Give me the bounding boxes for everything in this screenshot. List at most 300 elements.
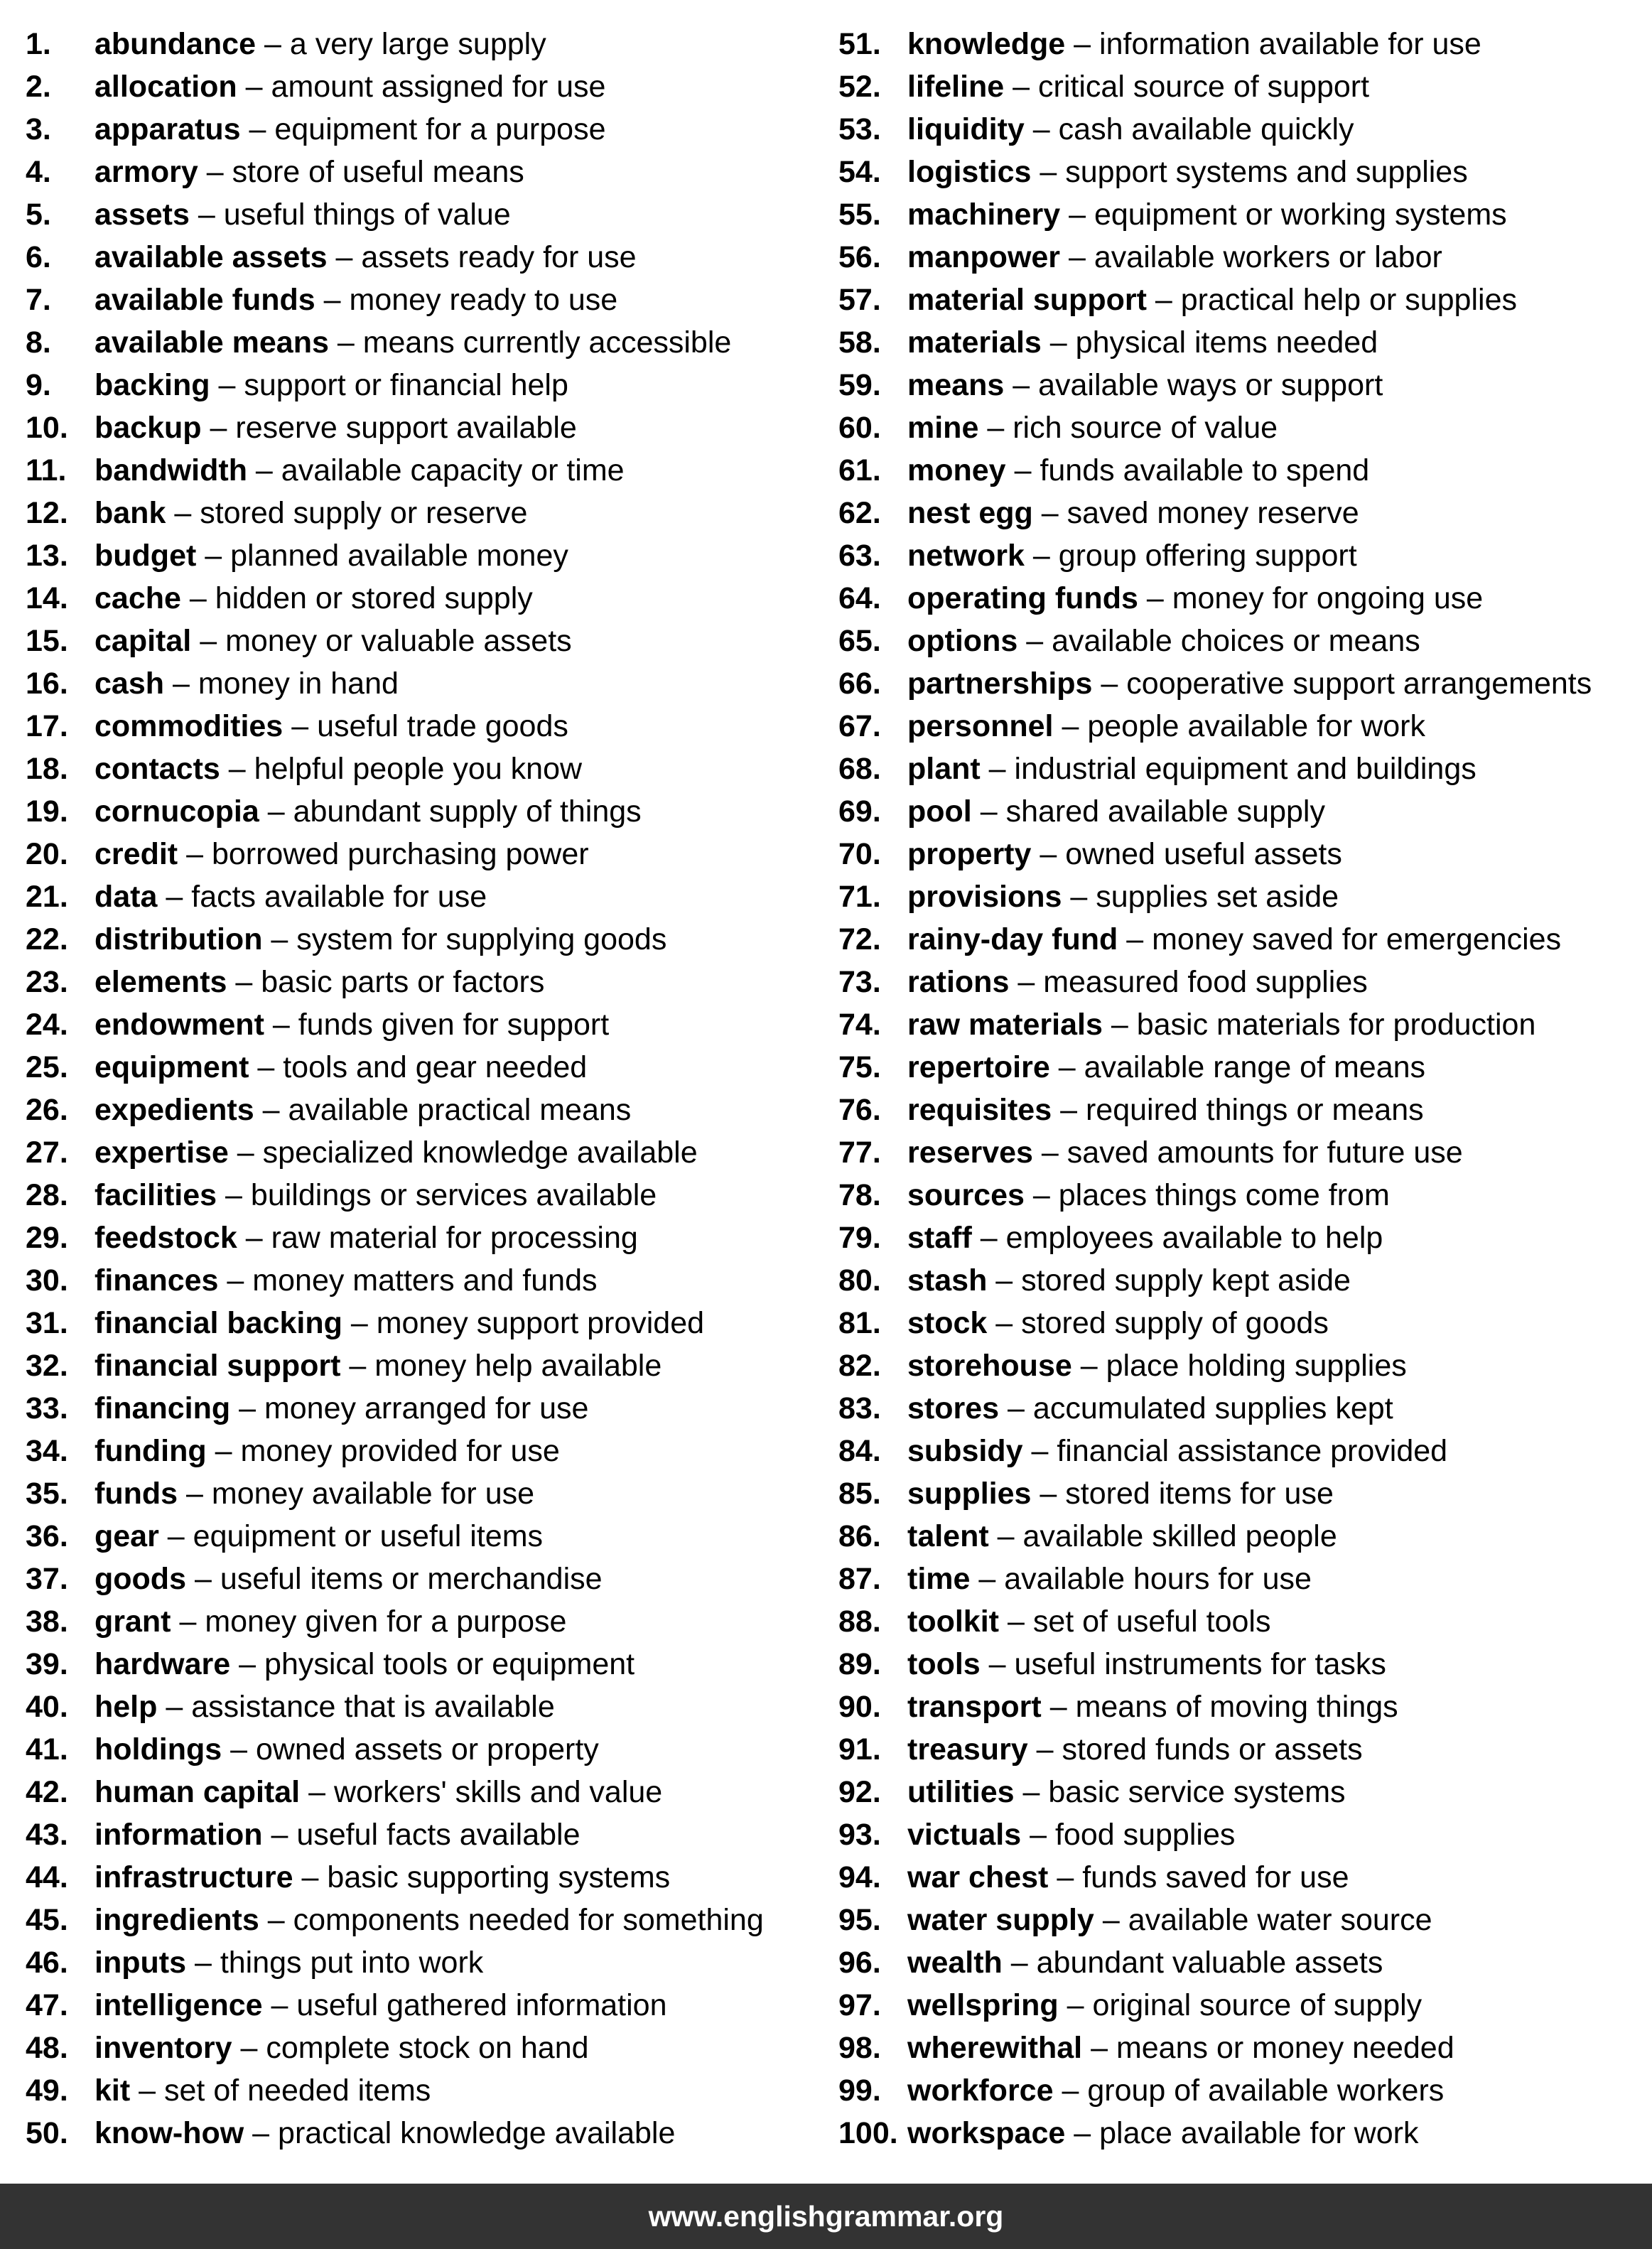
item-term: transport xyxy=(907,1690,1042,1724)
list-item xyxy=(26,1259,814,1302)
item-term: storehouse xyxy=(907,1349,1072,1383)
item-term: feedstock xyxy=(95,1221,237,1255)
item-definition: group offering support xyxy=(1058,539,1357,573)
item-number: 79. xyxy=(838,1221,881,1255)
list-item xyxy=(26,875,814,918)
list-item xyxy=(838,193,1648,236)
item-term: backing xyxy=(95,368,210,402)
item-term: stores xyxy=(907,1391,1000,1425)
item-separator: – xyxy=(1091,2031,1108,2065)
list-item xyxy=(26,1387,814,1430)
item-definition: measured food supplies xyxy=(1043,965,1368,999)
item-number: 57. xyxy=(838,283,881,317)
item-term: gear xyxy=(95,1519,159,1553)
list-item xyxy=(26,2112,814,2154)
list-item xyxy=(838,833,1648,875)
item-number: 59. xyxy=(838,368,881,402)
item-number: 86. xyxy=(838,1519,881,1553)
item-number: 54. xyxy=(838,155,881,189)
item-number: 25. xyxy=(26,1050,68,1084)
item-number: 64. xyxy=(838,581,881,615)
item-separator: – xyxy=(264,27,281,61)
list-item xyxy=(26,279,814,321)
item-separator: – xyxy=(1040,837,1057,871)
item-separator: – xyxy=(1041,496,1059,530)
item-separator: – xyxy=(186,1477,203,1511)
item-number: 98. xyxy=(838,2031,881,2065)
item-definition: set of needed items xyxy=(164,2073,431,2108)
list-item xyxy=(838,1174,1648,1217)
item-term: bank xyxy=(95,496,166,530)
item-number: 26. xyxy=(26,1093,68,1127)
list-item xyxy=(26,1302,814,1344)
item-number: 15. xyxy=(26,624,68,658)
item-separator: – xyxy=(1146,581,1164,615)
item-separator: – xyxy=(1040,155,1057,189)
item-definition: stored funds or assets xyxy=(1062,1732,1363,1767)
item-separator: – xyxy=(1026,624,1044,658)
item-definition: supplies set aside xyxy=(1096,880,1339,914)
item-term: rainy-day fund xyxy=(907,922,1118,956)
item-definition: cooperative support arrangements xyxy=(1126,667,1592,701)
item-number: 63. xyxy=(838,539,881,573)
list-item xyxy=(838,1600,1648,1643)
item-number: 61. xyxy=(838,453,881,487)
item-term: allocation xyxy=(95,70,237,104)
item-definition: assets ready for use xyxy=(361,240,637,274)
item-definition: money saved for emergencies xyxy=(1152,922,1562,956)
list-item xyxy=(26,1686,814,1728)
list-item xyxy=(26,1771,814,1813)
item-number: 28. xyxy=(26,1178,68,1212)
item-separator: – xyxy=(179,1604,197,1639)
item-definition: places things come from xyxy=(1058,1178,1390,1212)
item-number: 23. xyxy=(26,965,68,999)
item-term: contacts xyxy=(95,752,220,786)
item-term: means xyxy=(907,368,1005,402)
item-number: 13. xyxy=(26,539,68,573)
item-separator: – xyxy=(1040,1477,1057,1511)
item-term: available funds xyxy=(95,283,315,317)
list-item xyxy=(838,1856,1648,1899)
item-separator: – xyxy=(988,752,1006,786)
list-item xyxy=(26,534,814,577)
item-number: 60. xyxy=(838,411,881,445)
item-term: cash xyxy=(95,667,165,701)
item-separator: – xyxy=(271,1818,288,1852)
item-definition: helpful people you know xyxy=(254,752,583,786)
item-number: 51. xyxy=(838,27,881,61)
list-item xyxy=(26,790,814,833)
item-separator: – xyxy=(198,198,215,232)
item-separator: – xyxy=(291,709,309,743)
item-separator: – xyxy=(995,1306,1013,1340)
item-number: 96. xyxy=(838,1946,881,1980)
item-definition: basic supporting systems xyxy=(327,1860,671,1894)
item-definition: funds saved for use xyxy=(1082,1860,1349,1894)
list-item xyxy=(838,918,1648,961)
item-separator: – xyxy=(237,1136,254,1170)
list-item xyxy=(26,449,814,492)
item-term: reserves xyxy=(907,1136,1033,1170)
item-term: credit xyxy=(95,837,178,871)
list-item xyxy=(838,1344,1648,1387)
item-number: 71. xyxy=(838,880,881,914)
list-item xyxy=(838,875,1648,918)
item-number: 66. xyxy=(838,667,881,701)
item-term: supplies xyxy=(907,1477,1032,1511)
list-item xyxy=(26,620,814,662)
list-item xyxy=(26,1643,814,1686)
item-term: wellspring xyxy=(907,1988,1059,2022)
item-definition: useful instruments for tasks xyxy=(1014,1647,1386,1681)
list-item xyxy=(838,364,1648,406)
item-number: 49. xyxy=(26,2073,68,2108)
item-term: network xyxy=(907,539,1025,573)
word-list-column-left xyxy=(26,23,814,2154)
item-definition: money or valuable assets xyxy=(225,624,572,658)
list-item xyxy=(26,961,814,1003)
item-definition: rich source of value xyxy=(1013,411,1278,445)
item-term: budget xyxy=(95,539,197,573)
item-number: 40. xyxy=(26,1690,68,1724)
item-term: funding xyxy=(95,1434,207,1468)
item-definition: available workers or labor xyxy=(1094,240,1442,274)
item-number: 67. xyxy=(838,709,881,743)
item-number: 39. xyxy=(26,1647,68,1681)
item-term: data xyxy=(95,880,158,914)
item-number: 19. xyxy=(26,794,68,829)
item-separator: – xyxy=(1058,1050,1076,1084)
item-definition: required things or means xyxy=(1085,1093,1424,1127)
item-number: 78. xyxy=(838,1178,881,1212)
list-item xyxy=(838,2069,1648,2112)
list-item xyxy=(838,279,1648,321)
item-number: 34. xyxy=(26,1434,68,1468)
item-definition: basic materials for production xyxy=(1136,1008,1536,1042)
list-item xyxy=(26,151,814,193)
item-definition: complete stock on hand xyxy=(266,2031,589,2065)
item-definition: money available for use xyxy=(211,1477,535,1511)
item-definition: saved amounts for future use xyxy=(1067,1136,1463,1170)
item-separator: – xyxy=(335,240,353,274)
item-term: pool xyxy=(907,794,972,829)
item-definition: shared available supply xyxy=(1005,794,1325,829)
item-definition: a very large supply xyxy=(289,27,546,61)
list-item xyxy=(26,2027,814,2069)
item-definition: amount assigned for use xyxy=(271,70,606,104)
item-definition: group of available workers xyxy=(1087,2073,1445,2108)
item-definition: borrowed purchasing power xyxy=(211,837,589,871)
item-term: personnel xyxy=(907,709,1054,743)
item-separator: – xyxy=(267,794,285,829)
item-definition: facts available for use xyxy=(191,880,487,914)
item-definition: place available for work xyxy=(1099,2116,1419,2150)
item-definition: funds available to spend xyxy=(1040,453,1370,487)
item-number: 31. xyxy=(26,1306,68,1340)
item-definition: abundant supply of things xyxy=(293,794,642,829)
item-term: intelligence xyxy=(95,1988,263,2022)
list-item xyxy=(838,1387,1648,1430)
item-definition: money in hand xyxy=(198,667,399,701)
item-number: 97. xyxy=(838,1988,881,2022)
item-term: distribution xyxy=(95,922,263,956)
item-term: stock xyxy=(907,1306,988,1340)
item-definition: components needed for something xyxy=(293,1903,764,1937)
item-definition: money support provided xyxy=(376,1306,705,1340)
item-separator: – xyxy=(1074,27,1091,61)
item-term: financing xyxy=(95,1391,231,1425)
list-item xyxy=(838,1813,1648,1856)
item-definition: means currently accessible xyxy=(362,325,732,360)
list-item xyxy=(26,705,814,748)
item-definition: tools and gear needed xyxy=(283,1050,588,1084)
item-number: 47. xyxy=(26,1988,68,2022)
item-definition: means of moving things xyxy=(1075,1690,1398,1724)
item-number: 16. xyxy=(26,667,68,701)
item-number: 83. xyxy=(838,1391,881,1425)
list-item xyxy=(26,1430,814,1472)
item-definition: store of useful means xyxy=(232,155,524,189)
item-number: 10. xyxy=(26,411,68,445)
item-separator: – xyxy=(350,1306,368,1340)
list-item xyxy=(838,534,1648,577)
item-number: 4. xyxy=(26,155,51,189)
list-item xyxy=(838,492,1648,534)
item-definition: money ready to use xyxy=(349,283,618,317)
item-separator: – xyxy=(1126,922,1144,956)
item-number: 62. xyxy=(838,496,881,530)
list-item xyxy=(26,236,814,279)
item-definition: basic parts or factors xyxy=(261,965,545,999)
item-term: logistics xyxy=(907,155,1032,189)
list-item xyxy=(838,108,1648,151)
item-separator: – xyxy=(139,2073,156,2108)
item-number: 84. xyxy=(838,1434,881,1468)
item-definition: available ways or support xyxy=(1038,368,1383,402)
list-item xyxy=(26,1600,814,1643)
list-item xyxy=(838,1259,1648,1302)
item-separator: – xyxy=(271,1988,288,2022)
list-item xyxy=(838,23,1648,65)
list-item xyxy=(838,1089,1648,1131)
list-item xyxy=(838,662,1648,705)
item-term: cornucopia xyxy=(95,794,259,829)
item-separator: – xyxy=(1022,1775,1040,1809)
item-term: armory xyxy=(95,155,198,189)
list-item xyxy=(26,748,814,790)
item-number: 50. xyxy=(26,2116,68,2150)
item-separator: – xyxy=(1067,1988,1084,2022)
item-term: options xyxy=(907,624,1018,658)
item-term: partnerships xyxy=(907,667,1093,701)
item-separator: – xyxy=(239,1647,257,1681)
item-definition: hidden or stored supply xyxy=(215,581,533,615)
item-separator: – xyxy=(267,1903,285,1937)
item-term: workforce xyxy=(907,2073,1054,2108)
item-definition: assistance that is available xyxy=(191,1690,555,1724)
item-definition: money for ongoing use xyxy=(1172,581,1484,615)
item-term: repertoire xyxy=(907,1050,1050,1084)
item-definition: money given for a purpose xyxy=(205,1604,567,1639)
item-term: holdings xyxy=(95,1732,222,1767)
item-number: 18. xyxy=(26,752,68,786)
item-definition: available capacity or time xyxy=(281,453,625,487)
item-number: 91. xyxy=(838,1732,881,1767)
item-number: 56. xyxy=(838,240,881,274)
item-number: 41. xyxy=(26,1732,68,1767)
item-definition: set of useful tools xyxy=(1032,1604,1271,1639)
item-term: inventory xyxy=(95,2031,232,2065)
item-separator: – xyxy=(218,368,236,402)
item-definition: system for supplying goods xyxy=(296,922,667,956)
list-item xyxy=(838,1728,1648,1771)
item-separator: – xyxy=(215,1434,232,1468)
list-item xyxy=(838,1643,1648,1686)
item-term: requisites xyxy=(907,1093,1052,1127)
item-separator: – xyxy=(988,1647,1006,1681)
list-item xyxy=(26,1813,814,1856)
list-item xyxy=(838,577,1648,620)
item-definition: specialized knowledge available xyxy=(262,1136,698,1170)
item-number: 77. xyxy=(838,1136,881,1170)
item-term: backup xyxy=(95,411,202,445)
item-number: 35. xyxy=(26,1477,68,1511)
item-definition: support or financial help xyxy=(244,368,568,402)
item-term: victuals xyxy=(907,1818,1022,1852)
item-term: financial backing xyxy=(95,1306,342,1340)
item-definition: critical source of support xyxy=(1038,70,1370,104)
item-term: staff xyxy=(907,1221,972,1255)
list-item xyxy=(838,65,1648,108)
list-item xyxy=(26,1728,814,1771)
item-separator: – xyxy=(1069,198,1086,232)
item-separator: – xyxy=(205,539,222,573)
item-term: tools xyxy=(907,1647,981,1681)
item-number: 72. xyxy=(838,922,881,956)
item-separator: – xyxy=(1007,1604,1025,1639)
item-separator: – xyxy=(1008,1391,1025,1425)
list-item xyxy=(26,1941,814,1984)
item-term: available assets xyxy=(95,240,328,274)
item-separator: – xyxy=(245,1221,263,1255)
item-term: inputs xyxy=(95,1946,186,1980)
item-number: 68. xyxy=(838,752,881,786)
item-number: 32. xyxy=(26,1349,68,1383)
item-definition: useful trade goods xyxy=(317,709,568,743)
item-term: financial support xyxy=(95,1349,341,1383)
item-separator: – xyxy=(980,794,998,829)
item-number: 82. xyxy=(838,1349,881,1383)
item-separator: – xyxy=(239,1391,256,1425)
item-term: expedients xyxy=(95,1093,254,1127)
item-separator: – xyxy=(1057,1860,1074,1894)
item-definition: stored supply or reserve xyxy=(200,496,528,530)
item-separator: – xyxy=(1032,1178,1050,1212)
word-list-column-right xyxy=(838,23,1648,2154)
item-separator: – xyxy=(1030,1818,1047,1852)
item-separator: – xyxy=(1111,1008,1128,1042)
list-item xyxy=(26,108,814,151)
footer-banner xyxy=(0,2184,1652,2249)
item-number: 8. xyxy=(26,325,51,360)
item-definition: basic service systems xyxy=(1048,1775,1346,1809)
item-separator: – xyxy=(189,581,207,615)
item-number: 43. xyxy=(26,1818,68,1852)
item-separator: – xyxy=(228,752,246,786)
item-separator: – xyxy=(1031,1434,1049,1468)
item-term: information xyxy=(95,1818,263,1852)
item-separator: – xyxy=(167,1519,185,1553)
item-definition: buildings or services available xyxy=(250,1178,657,1212)
item-definition: money provided for use xyxy=(240,1434,560,1468)
list-item xyxy=(838,151,1648,193)
item-definition: useful gathered information xyxy=(296,1988,667,2022)
item-separator: – xyxy=(235,965,253,999)
item-number: 3. xyxy=(26,112,51,146)
item-separator: – xyxy=(1017,965,1035,999)
item-term: capital xyxy=(95,624,192,658)
item-definition: employees available to help xyxy=(1005,1221,1383,1255)
list-item xyxy=(26,1558,814,1600)
item-term: sources xyxy=(907,1178,1025,1212)
item-definition: funds given for support xyxy=(298,1008,610,1042)
item-separator: – xyxy=(210,411,227,445)
item-separator: – xyxy=(230,1732,248,1767)
item-term: treasury xyxy=(907,1732,1028,1767)
item-number: 85. xyxy=(838,1477,881,1511)
item-number: 2. xyxy=(26,70,51,104)
item-term: apparatus xyxy=(95,112,241,146)
list-item xyxy=(838,1217,1648,1259)
item-separator: – xyxy=(272,1008,290,1042)
item-separator: – xyxy=(186,837,203,871)
item-number: 73. xyxy=(838,965,881,999)
item-separator: – xyxy=(1101,667,1118,701)
item-separator: – xyxy=(227,1263,244,1298)
item-number: 88. xyxy=(838,1604,881,1639)
item-term: stash xyxy=(907,1263,988,1298)
item-term: plant xyxy=(907,752,981,786)
item-separator: – xyxy=(271,922,288,956)
list-item xyxy=(838,1558,1648,1600)
item-separator: – xyxy=(257,1050,275,1084)
item-definition: useful things of value xyxy=(223,198,511,232)
item-number: 89. xyxy=(838,1647,881,1681)
list-item xyxy=(26,193,814,236)
item-definition: industrial equipment and buildings xyxy=(1014,752,1476,786)
list-item xyxy=(26,2069,814,2112)
list-item xyxy=(838,1941,1648,1984)
list-item xyxy=(26,364,814,406)
item-separator: – xyxy=(995,1263,1013,1298)
item-separator: – xyxy=(1062,709,1079,743)
list-item xyxy=(838,449,1648,492)
footer-url: www.englishgrammar.org xyxy=(648,2200,1004,2233)
item-number: 52. xyxy=(838,70,881,104)
item-term: kit xyxy=(95,2073,131,2108)
item-definition: workers' skills and value xyxy=(333,1775,663,1809)
item-number: 7. xyxy=(26,283,51,317)
item-term: toolkit xyxy=(907,1604,999,1639)
list-item xyxy=(26,1344,814,1387)
item-separator: – xyxy=(174,496,192,530)
item-separator: – xyxy=(245,70,263,104)
list-item xyxy=(26,1131,814,1174)
item-term: facilities xyxy=(95,1178,217,1212)
item-number: 29. xyxy=(26,1221,68,1255)
item-separator: – xyxy=(249,112,266,146)
